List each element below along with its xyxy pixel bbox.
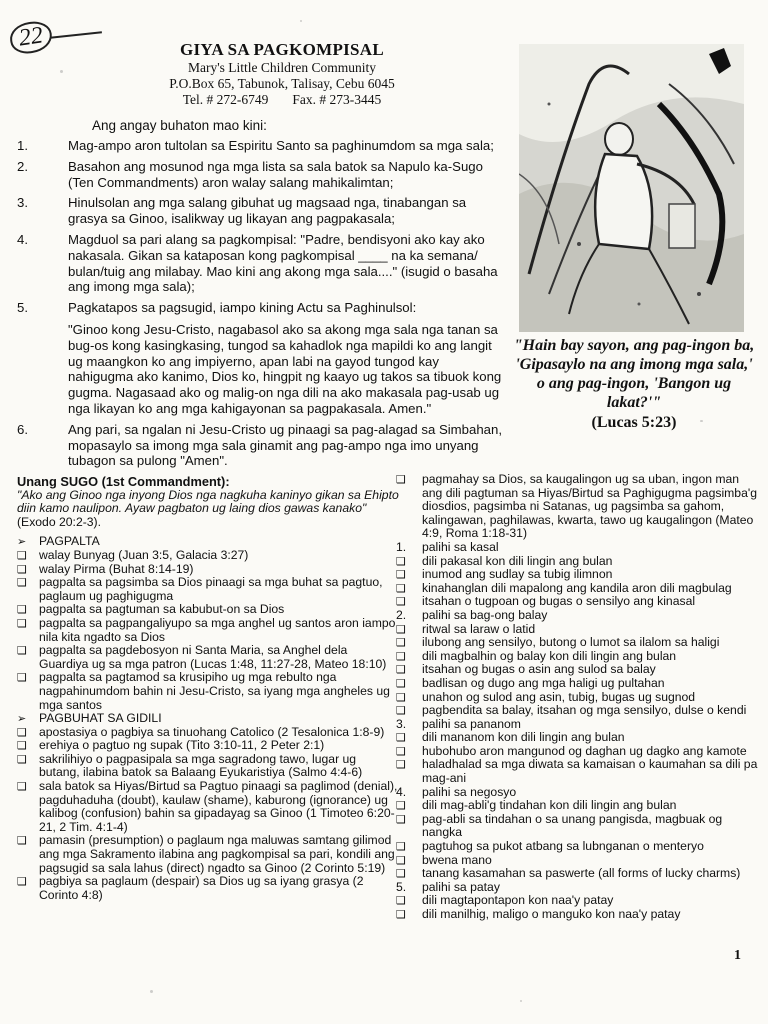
checkbox-icon: ❑ [396,867,406,881]
checklist-item [396,908,758,922]
item-number: 1. [396,539,407,554]
item-text: PAGPALTA [39,534,100,549]
item-text: apostasiya o pagbiya sa tinuohang Catolico (2 Tesalonica 1:8-9) [39,724,385,739]
item-text: haladhalad sa mga diwata sa kamaisan o kaumahan sa dili pa mag-ani [422,757,758,786]
fax: Fax. # 273-3445 [292,92,382,107]
checklist-item [396,636,758,650]
commandment-heading: Unang SUGO (1st Commandment): [17,474,230,489]
section-heading [17,712,399,726]
checkbox-icon: ❑ [396,853,406,867]
document-header [112,40,452,108]
page-number: 1 [734,948,741,963]
act-of-contrition: "Ginoo kong Jesu-Cristo, nagabasol ako sa akong mga sala nga tanan sa bug-os kong kasingkasing, tungod sa kahadlok nga mapildi ko ang langit ug maangkon ko ang impiyerno, apan labi na gayod tungod kay nahigugma ako kanimo, Dios ko, hingpit ng kaayo ug takos sa tibuok kong gugma. Nagasaad ako og malig-on nga dili na ako makasala pag-usab ug nga likayan ko ang mga kahigayonan sa pagpakasala. Amen." [68,321,502,416]
item-text: pagpalta sa pagpangaliyupo sa mga anghel ug santos aron iampo nila kita ngadto sa Dios [39,615,396,644]
checkbox-icon: ❑ [17,576,27,590]
commandment-quote: "Ako ang Ginoo nga inyong Dios nga nagkuha kaninyo gikan sa Ehipto diin kamo naulipon. Ayaw pagbaton ug laing dios gawas kanako" [17,487,399,516]
item-text: pagbiya sa paglaum (despair) sa Dios ug sa iyang grasya (2 Corinto 4:8) [39,874,364,902]
caption-quote: "Hain bay sayon, ang pag-ingon ba, 'Gipasaylo na ang imong mga sala,' o ang pag-ingon, 'Bangon ug lakat?'" [513,337,755,411]
item-text: pagpalta sa pagdebosyon ni Santa Maria, sa Anghel dela Guardiya ug sa mga patron (Lucas 1:48, 11:27-28, Mateo 18:10) [39,643,387,671]
item-text: walay Pirma (Buhat 8:14-19) [39,561,194,576]
item-text: dili mag-abli'g tindahan kon dili lingin ang bulan [422,798,677,813]
checkbox-icon: ❑ [17,725,27,739]
item-text: pamasin (presumption) o paglaum nga maluwas samtang gilimod ang mga Sakramento ilabina ang pagkompisal sa pari, kondili ang pagsugid sa sala lahus (direct) ngadto sa Ginoo (2 Corinto 5:19) [39,833,395,875]
item-text: ilubong ang sensilyo, butong o lumot sa ilalom sa haligi [422,635,720,650]
checklist-item [396,854,758,868]
telephone: Tel. # 272-6749 [182,92,269,107]
bible-quote-caption [510,336,758,432]
checkbox-icon: ❑ [396,894,406,908]
checklist-item [17,644,399,671]
checklist-item [17,726,399,740]
arrow-bullet-icon: ➢ [17,712,27,726]
checklist-item [396,677,758,691]
checklist-item [396,595,758,609]
checkbox-icon: ❑ [396,676,406,690]
checklist-item [396,650,758,664]
caption-reference: (Lucas 5:23) [591,414,677,431]
checkbox-icon: ❑ [396,758,406,772]
handwritten-page-number: 22 [10,22,52,53]
checkbox-icon: ❑ [396,744,406,758]
item-text: pagpalta sa pagsimba sa Dios pinaagi sa mga buhat sa pagtuo, paglaum ug paghigugma [39,575,383,603]
item-text: palihi sa bag-ong balay [422,607,548,622]
item-text: itsahan og bugas o asin ang sulod sa balay [422,662,656,677]
checkbox-icon: ❑ [396,812,406,826]
checklist-item [17,753,399,780]
organization-address: P.O.Box 65, Tabunok, Talisay, Cebu 6045 [169,76,395,91]
checklist-item [396,582,758,596]
checklist-item [17,671,399,712]
checklist-item [396,555,758,569]
checklist-item [17,617,399,644]
numbered-item [396,541,758,555]
contact-line [112,92,452,108]
checklist-item [17,875,399,902]
checklist-item [396,894,758,908]
item-text: dili pakasal kon dili lingin ang bulan [422,553,613,568]
checklist-item [17,563,399,577]
arrow-bullet-icon: ➢ [17,535,27,549]
item-text: pagmahay sa Dios, sa kaugalingon ug sa uban, ingon man ang dili pagtuman sa Hiyas/Birtud sa Paghigugma pagsimba'g diosdios, pagsimba ni Satanas, ug pagsimba sa gahom, kalingawan, paghilawas, kwarta, tawo ug kaugalingon (Mateo 4:9, Roma 1:18-31) [422,472,757,541]
intro-text: Ang angay buhaton mao kini: [92,118,267,133]
checklist-item [396,568,758,582]
left-sin-list [17,535,399,902]
checklist-item [396,704,758,718]
checkbox-icon: ❑ [17,834,27,848]
item-text: ritwal sa laraw o latid [422,621,536,636]
item-text: palihi sa pananom [422,716,521,731]
item-text: dili mananom kon dili lingin ang bulan [422,730,625,745]
commandment-reference: (Exodo 20:2-3). [17,514,102,529]
checklist-item [396,623,758,637]
item-text: walay Bunyag (Juan 3:5, Galacia 3:27) [39,547,249,562]
checkbox-icon: ❑ [396,554,406,568]
checklist-item [396,745,758,759]
item-text: palihi sa negosyo [422,784,517,799]
checkbox-icon: ❑ [396,649,406,663]
checklist-item [396,840,758,854]
item-number: 3. [396,716,407,731]
numbered-item [396,718,758,732]
checkbox-icon: ❑ [17,780,27,794]
document-title: GIYA SA PAGKOMPISAL [179,40,385,59]
item-text: tanang kasamahan sa paswerte (all forms of lucky charms) [422,866,741,881]
checklist-item [396,731,758,745]
checkbox-icon: ❑ [396,581,406,595]
item-text: sakrilihiyo o pagpasipala sa mga sagradong tawo, lugar ug butang, ilabina batok sa Balaang Eyukaristiya (Salmo 4:4-6) [39,751,363,780]
item-text: badlisan og dugo ang mga haligi ug pultahan [422,675,665,690]
checkbox-icon: ❑ [17,562,27,576]
checkbox-icon: ❑ [17,603,27,617]
item-text: palihi sa patay [422,879,500,894]
checkbox-icon: ❑ [17,548,27,562]
checkbox-icon: ❑ [396,663,406,677]
jesus-healing-illustration [519,44,744,332]
item-text: erehiya o pagtuo ng supak (Tito 3:10-11, 2 Peter 2:1) [39,738,325,753]
item-text: hubohubo aron mangunod og daghan ug dagko ang kamote [422,743,747,758]
checklist-item [396,473,758,541]
item-text: kinahanglan dili mapalong ang kandila aron dili magbulag [422,580,732,595]
item-number: 2. [396,607,407,622]
section-heading [17,535,399,549]
item-text: palihi sa kasal [422,539,499,554]
right-sin-list [396,473,758,922]
checkbox-icon: ❑ [396,622,406,636]
step-item: 6. Ang pari, sa ngalan ni Jesu-Cristo ug pinaagi sa pag-alagad sa Simbahan, mopasaylo sa imong mga sala ginamit ang pag-ampo nga imo unyang tubagon sa pulong "Amen". [17,421,502,469]
numbered-item [396,881,758,895]
checkbox-icon: ❑ [17,739,27,753]
item-text: dili magtapontapon kon naa'y patay [422,893,614,908]
checkbox-icon: ❑ [17,752,27,766]
checkbox-icon: ❑ [396,690,406,704]
checkbox-icon: ❑ [396,840,406,854]
item-text: PAGBUHAT SA GIDILI [39,711,162,726]
illustration-graphic [519,44,744,332]
checklist-item [17,834,399,875]
checkbox-icon: ❑ [396,595,406,609]
item-text: pag-abli sa tindahan o sa unang pangisda, magbuak og nangka [422,811,723,840]
step-item: 4. Magduol sa pari alang sa pagkompisal: "Padre, bendisyoni ako kay ako nakasala. Gikan sa kataposan kong pagkompisal ____ na ka semana/ bulan/tuig ang milabay. Mao kini ang akong mga sala...." (isugid o basaha ang imong mga sala); [17,231,498,295]
checklist-item [396,758,758,785]
item-text: itsahan o tugpoan og bugas o sensilyo ang kinasal [422,594,696,609]
checkbox-icon: ❑ [396,704,406,718]
item-text: sala batok sa Hiyas/Birtud sa Pagtuo pinaagi sa paglimod (denial), pagduhaduha (doubt), kaulaw (shame), kaburong (ignorance) ug kalibog (confusion) bahin sa gipadayag sa Ginoo (1 Timoteo 6:20-21, 2 Tim. 4:1-4) [39,779,398,834]
checklist-item [396,867,758,881]
item-text: unahon og sulod ang asin, tubig, bugas ug sugnod [422,689,696,704]
item-text: pagpalta sa pagtamod sa krusipiho ug mga rebulto nga nagpahinumdom bahin ni Jesu-Cristo, sa iyang mga angheles ug mga santos [39,670,390,712]
checklist-item [396,813,758,840]
step-item: 1. Mag-ampo aron tultolan sa Espiritu Santo sa paghinumdom sa mga sala; [17,138,494,153]
checklist-item [17,603,399,617]
item-text: pagpalta sa pagtuman sa kabubut-on sa Dios [39,602,285,617]
step-item: 2. Basahon ang mosunod nga mga lista sa sala batok sa Napulo ka-Sugo (Ten Commandments) aron walay salang mahikalimtan; [17,158,483,190]
checklist-item [17,576,399,603]
item-number: 4. [396,784,407,799]
checkbox-icon: ❑ [396,568,406,582]
checkbox-icon: ❑ [396,731,406,745]
item-text: dili magbalhin og balay kon dili lingin ang bulan [422,648,677,663]
confession-steps [17,138,503,474]
checkbox-icon: ❑ [396,473,406,486]
left-column [17,475,399,902]
organization-name: Mary's Little Children Community [187,60,377,75]
checklist-item [396,663,758,677]
checklist-item [396,799,758,813]
checkbox-icon: ❑ [17,875,27,889]
item-text: pagtuhog sa pukot atbang sa lubnganan o menteryo [422,839,704,854]
numbered-item [396,786,758,800]
item-text: bwena mano [422,852,492,867]
checklist-item [17,739,399,753]
commandment-quote-block [17,489,399,530]
item-text: pagbendita sa balay, itsahan og mga sensilyo, dulse o kendi [422,703,747,718]
checkbox-icon: ❑ [396,636,406,650]
step-item: 3. Hinulsolan ang mga salang gibuhat ug magsaad nga, tinabangan sa grasya sa Ginoo, isalikway ug likayan ang pagpakasala; [17,195,467,227]
checkbox-icon: ❑ [17,671,27,685]
checklist-item [396,691,758,705]
item-number: 5. [396,879,407,894]
checklist-item [17,780,399,834]
right-column [396,473,758,922]
checkbox-icon: ❑ [396,799,406,813]
checkbox-icon: ❑ [17,644,27,658]
checkbox-icon: ❑ [17,616,27,630]
checklist-item [17,549,399,563]
checkbox-icon: ❑ [396,908,406,921]
numbered-item [396,609,758,623]
item-text: dili manilhig, maligo o manguko kon naa'y patay [422,907,681,921]
item-text: inumod ang sudlay sa tubig ilimnon [422,567,613,582]
step-item: 5. Pagkatapos sa pagsugid, iampo kining Actu sa Paghinulsol: "Ginoo kong Jesu-Cristo, nagabasol ako sa akong mga sala nga tanan sa bug-os kong kasingkasing, tungod sa kahadlok nga mapildi ko ang langit ug maangkon ko ang impiyerno, apan labi na gayod tungod kay nahigugma ako kanimo, Dios ko, hingpit ng kaayo ug takos sa tibuok kong gugma. Nagasaad ako og malig-on nga dili na ako makasala pag-usab ug nga likayan ko ang mga kahigayonan sa pagpakasala. Amen." [17,300,502,416]
